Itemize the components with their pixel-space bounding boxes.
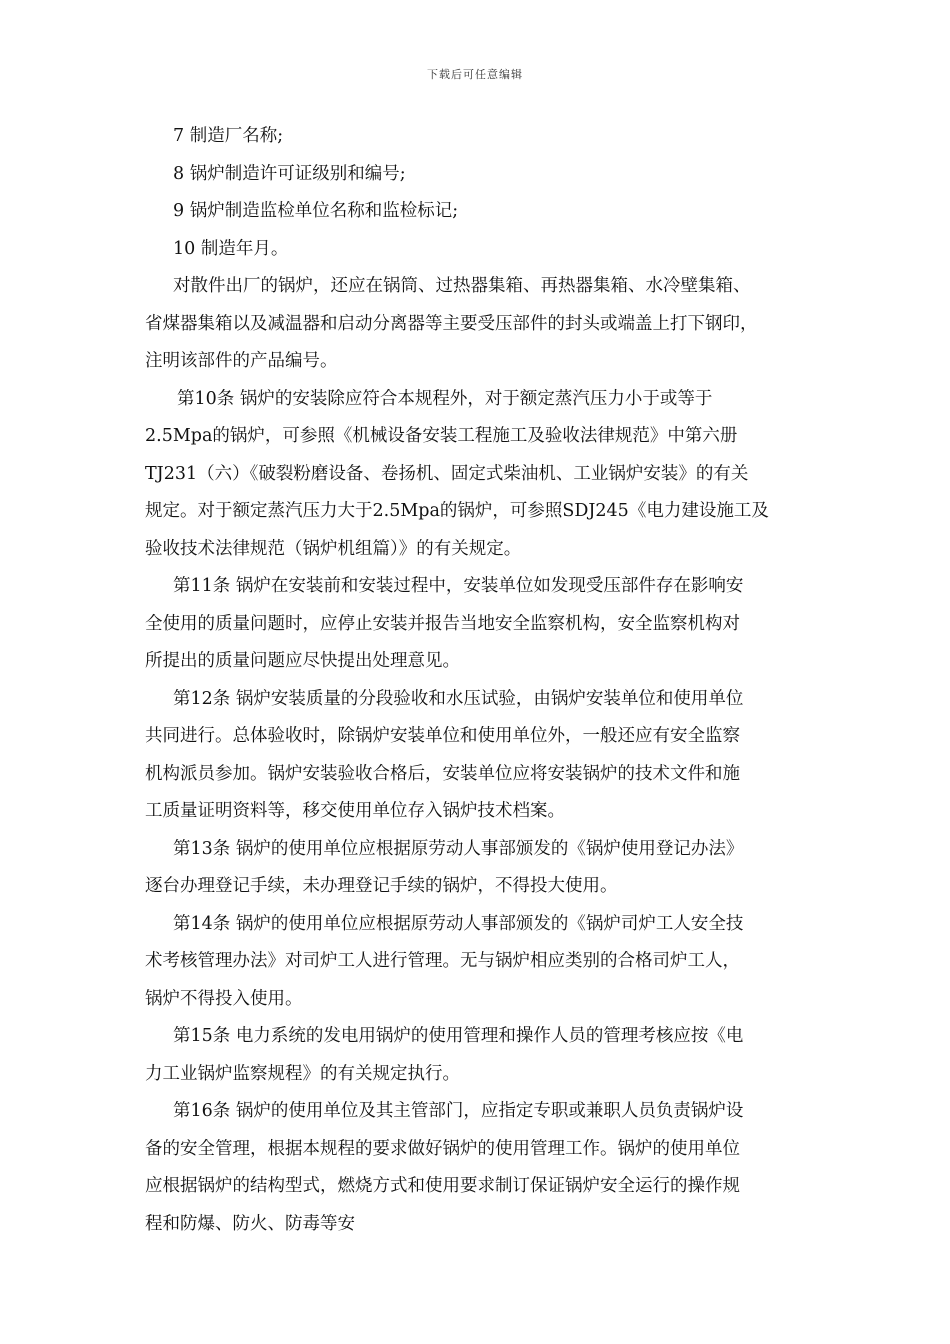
document-body	[145, 118, 785, 1243]
text-line: 锅炉不得投入使用。	[145, 988, 303, 1009]
text-line: 应根据锅炉的结构型式，燃烧方式和使用要求制订保证锅炉安全运行的操作规	[145, 1176, 740, 1196]
text-line: 备的安全管理，根据本规程的要求做好锅炉的使用管理工作。锅炉的使用单位	[145, 1138, 740, 1159]
text-line: 第11条 锅炉在安装前和安装过程中，安装单位如发现受压部件存在影响安	[173, 576, 744, 596]
text-line: 逐台办理登记手续，未办理登记手续的锅炉，不得投大使用。	[145, 876, 618, 896]
text-line: 2.5Mpa的锅炉，可参照《机械设备安装工程施工及验收法律规范》中第六册	[145, 426, 738, 446]
paragraph	[145, 568, 785, 681]
paragraph	[145, 681, 785, 831]
text-line: 验收技术法律规范（锅炉机组篇）》的有关规定。	[145, 538, 522, 559]
text-line: 所提出的质量问题应尽快提出处理意见。	[145, 651, 460, 671]
text-line: 机构派员参加。锅炉安装验收合格后，安装单位应将安装锅炉的技术文件和施	[145, 763, 740, 784]
paragraph	[173, 156, 785, 194]
text-line: 力工业锅炉监察规程》的有关规定执行。	[145, 1063, 460, 1084]
text-line: 术考核管理办法》对司炉工人进行管理。无与锅炉相应类别的合格司炉工人，	[145, 951, 740, 971]
text-line: 对散件出厂的锅炉，还应在锅筒、过热器集箱、再热器集箱、水冷壁集箱、	[173, 276, 751, 296]
text-line: 9 锅炉制造监检单位名称和监检标记;	[173, 201, 459, 221]
text-line: 程和防爆、防火、防毒等安	[145, 1213, 355, 1234]
paragraph	[145, 381, 785, 569]
text-line: 第12条 锅炉安装质量的分段验收和水压试验，由锅炉安装单位和使用单位	[173, 688, 744, 709]
text-line: 全使用的质量问题时，应停止安装并报告当地安全监察机构，安全监察机构对	[145, 613, 740, 634]
text-line: 第16条 锅炉的使用单位及其主管部门，应指定专职或兼职人员负责锅炉设	[173, 1101, 744, 1121]
text-line: 第10条 锅炉的安装除应符合本规程外，对于额定蒸汽压力小于或等于	[177, 388, 713, 409]
paragraph	[173, 231, 785, 269]
text-line: 共同进行。总体验收时，除锅炉安装单位和使用单位外，一般还应有安全监察	[145, 726, 740, 746]
text-line: 第14条 锅炉的使用单位应根据原劳动人事部颁发的《锅炉司炉工人安全技	[173, 913, 744, 934]
text-line: 7 制造厂名称;	[173, 126, 284, 146]
text-line: 注明该部件的产品编号。	[145, 351, 338, 371]
paragraph	[145, 268, 785, 381]
text-line: 第15条 电力系统的发电用锅炉的使用管理和操作人员的管理考核应按《电	[173, 1026, 744, 1046]
text-line: 工质量证明资料等，移交使用单位存入锅炉技术档案。	[145, 801, 565, 821]
paragraph	[145, 906, 785, 1019]
paragraph	[173, 118, 785, 156]
text-line: 10 制造年月。	[173, 238, 289, 259]
text-line: 省煤器集箱以及减温器和启动分离器等主要受压部件的封头或端盖上打下钢印，	[145, 313, 758, 334]
text-line: 第13条 锅炉的使用单位应根据原劳动人事部颁发的《锅炉使用登记办法》	[173, 838, 744, 859]
page-header: 下载后可任意编辑	[427, 68, 523, 81]
paragraph	[145, 1018, 785, 1093]
text-line: 规定。对于额定蒸汽压力大于2.5Mpa的锅炉，可参照SDJ245《电力建设施工及	[145, 501, 769, 521]
paragraph	[145, 831, 785, 906]
text-line: 8 锅炉制造许可证级别和编号;	[173, 163, 406, 184]
text-line: TJ231（六）《破裂粉磨设备、卷扬机、固定式柴油机、工业锅炉安装》的有关	[145, 463, 749, 484]
paragraph	[145, 1093, 785, 1243]
paragraph	[173, 193, 785, 231]
